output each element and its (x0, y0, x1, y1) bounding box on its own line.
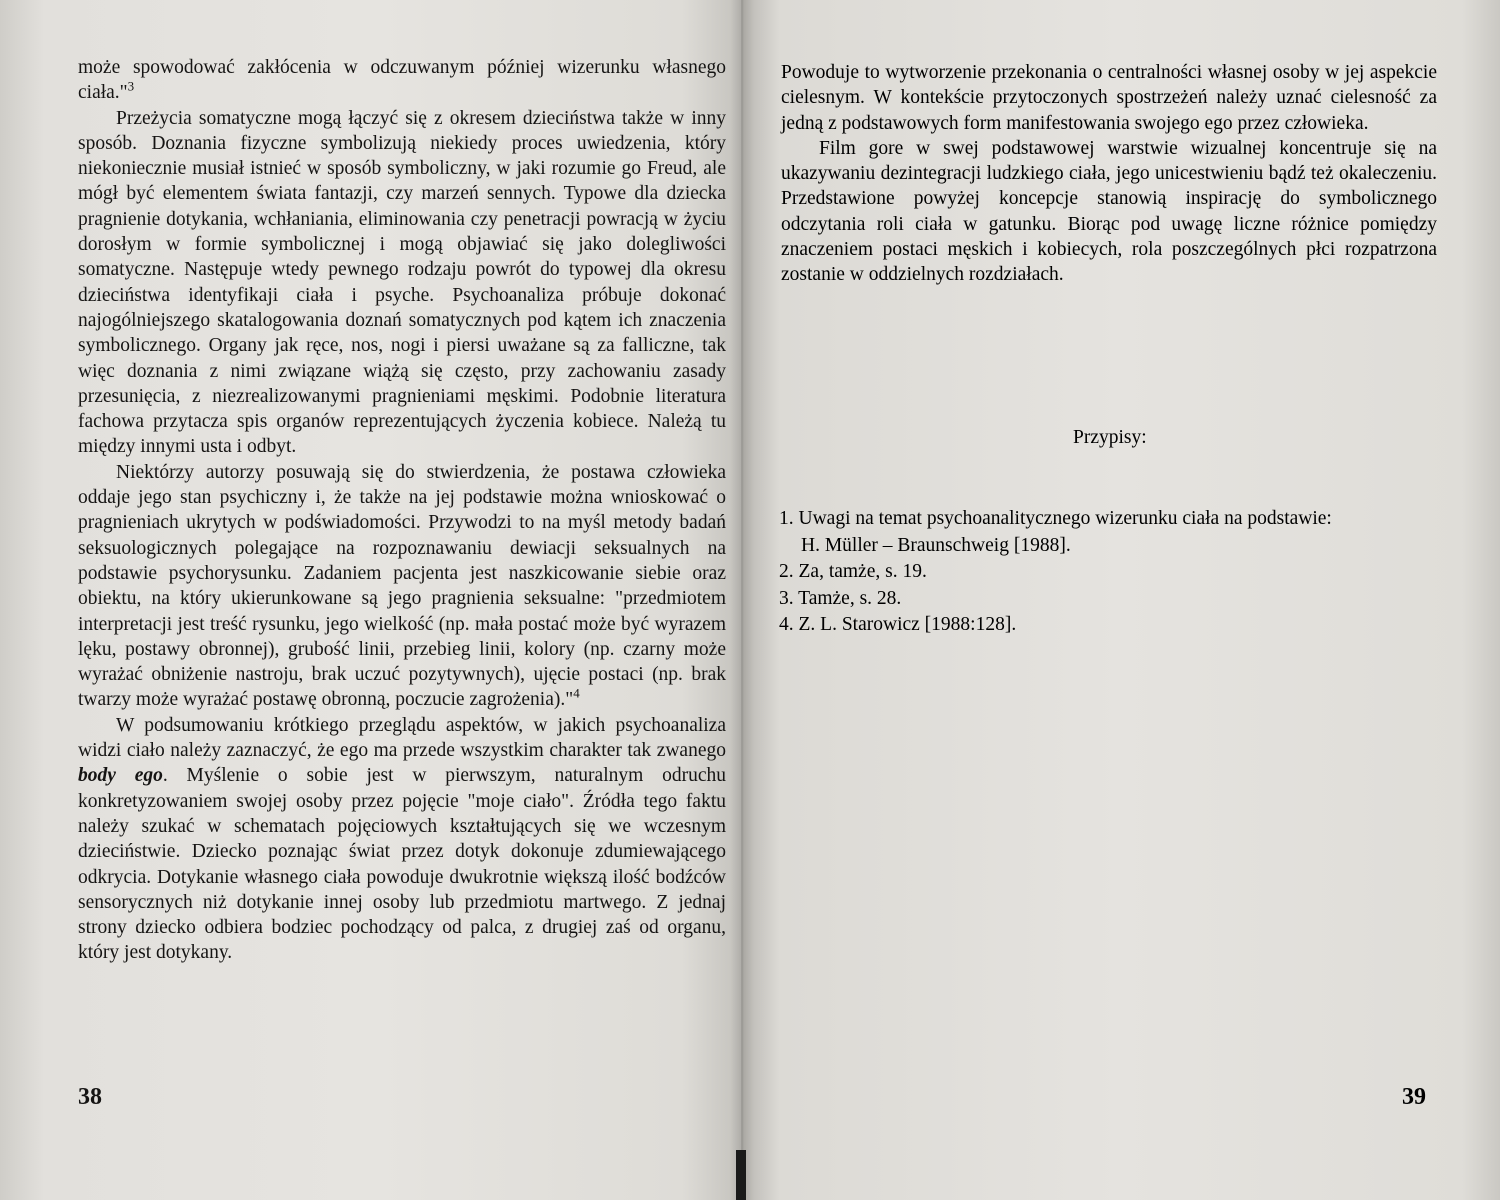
spine-shadow (736, 1150, 746, 1200)
footnote-item-continuation: H. Müller – Braunschweig [1988]. (801, 534, 1071, 556)
paragraph: Niektórzy autorzy posuwają się do stwierdzenia, że postawa człowieka oddaje jego stan psychiczny i, że także na jej podstawie można wnioskować o pragnieniach ukrytych w podświadomości. Przywodzi to na myśl metody badań seksuologicznych polegające na rozpoznawaniu dewiacji seksualnych na podstawie psychorysunku. Zadaniem pacjenta jest naszkicowanie siebie oraz obiektu, na który ukierunkowane są jego pragnienia seksualne: "przedmiotem interpretacji jest treść rysunku, jego wielkość (np. mała postać może być wyrazem lęku, postawy obronnej), grubość linii, przebieg linii, kolory (np. czarny może wyrażać obniżenie nastroju, brak uczuć pozytywnych), ujęcie postaci (np. brak twarzy może wyrażać postawę obronną, poczucie zagrożenia)."$^4$ (78, 461, 726, 711)
footnote-item: 3. Tamże, s. 28. (779, 587, 902, 609)
left-page (0, 0, 742, 1200)
footnote-item: 2. Za, tamże, s. 19. (779, 561, 927, 582)
footnotes-list (779, 506, 1439, 639)
emphasis-term: body ego (78, 765, 163, 787)
footnotes-heading: Przypisy: (1073, 427, 1147, 448)
page-number: 39 (1402, 1084, 1426, 1110)
footnote-item: 4. Z. L. Starowicz [1988:128]. (779, 614, 1017, 635)
footnote-marker: 4 (573, 685, 580, 701)
page-number: 38 (78, 1084, 102, 1110)
left-page-body (78, 55, 726, 966)
paragraph: Film gore w swej podstawowej warstwie wizualnej koncentruje się na ukazywaniu dezintegracji ludzkiego ciała, jego unicestwieniu bądź też okaleczeniu. Przedstawione powyżej koncepcje stanowią inspirację do symbolicznego odczytania roli ciała w gatunku. Biorąc pod uwagę liczne różnice pomiędzy znaczeniem postaci męskich i kobiecych, rola poszczególnych płci rozpatrzona zostanie w oddzielnych rozdziałach. (781, 137, 1437, 286)
paragraph: Przeżycia somatyczne mogą łączyć się z okresem dzieciństwa także w inny sposób. Doznania fizyczne symbolizują niekiedy proces uwiedzenia, który niekoniecznie musiał istnieć w sposób symboliczny, w jaki rozumie go Freud, ale mógł być elementem świata fantazji, czy marzeń sennych. Typowe dla dziecka pragnienie dotykania, wchłaniania, eliminowania czy penetracji powracją w życiu dorosłym w formie symbolicznej i mogą objawiać się jako dolegliwości somatyczne. Następuje wtedy pewnego rodzaju powrót do typowej dla okresu dzieciństwa identyfikaji ciała i psyche. Psychoanaliza próbuje dokonać najogólniejszego skatalogowania doznań somatycznych pod kątem ich znaczenia symbolicznego. Organy jak ręce, nos, nogi i piersi uważane są za falliczne, tak więc doznania z nimi związane wiążą się często, przy zachowaniu zasady przesunięcia, z niezrealizowanymi pragnieniami męskimi. Podobnie literatura fachowa przytacza spis organów reprezentujących życzenia kobiece. Należą tu między innymi usta i odbyt. (78, 107, 726, 458)
paragraph: Powoduje to wytworzenie przekonania o centralności własnej osoby w jej aspekcie cielesnym. W kontekście przytoczonych spostrzeżeń należy uznać cielesność za jedną z podstawowych form manifestowania swojego ego przez człowieka. (781, 62, 1437, 134)
footnote-marker: 3 (127, 78, 135, 94)
book-gutter (730, 0, 754, 1200)
footnote-item: 1. Uwagi na temat psychoanalitycznego wizerunku ciała na podstawie: (779, 508, 1332, 529)
paragraph: W podsumowaniu krótkiego przeglądu aspektów, w jakich psychoanaliza widzi ciało należy zaznaczyć, że ego ma przede wszystkim charakter tak zwanego body ego. Myślenie o sobie jest w pierwszym, naturalnym odruchu konkretyzowaniem swojej osoby przez pojęcie "moje ciało". Źródła tego faktu należy szukać w schematach pojęciowych kształtujących się we wczesnym dzieciństwie. Dziecko poznając świat przez dotyk dokonuje zdumiewającego odkrycia. Dotykanie własnego ciała powoduje dwukrotnie większą ilość bodźców sensorycznych niż dotykanie innej osoby lub przedmiotu martwego. Z jednaj strony dziecko odbiera bodziec pochodzący od palca, z drugiej zaś od organu, który jest dotykany. (78, 714, 726, 964)
right-page-body (781, 60, 1437, 288)
paragraph: może spowodować zakłócenia w odczuwanym później wizerunku własnego ciała."$^3$ (78, 57, 726, 104)
